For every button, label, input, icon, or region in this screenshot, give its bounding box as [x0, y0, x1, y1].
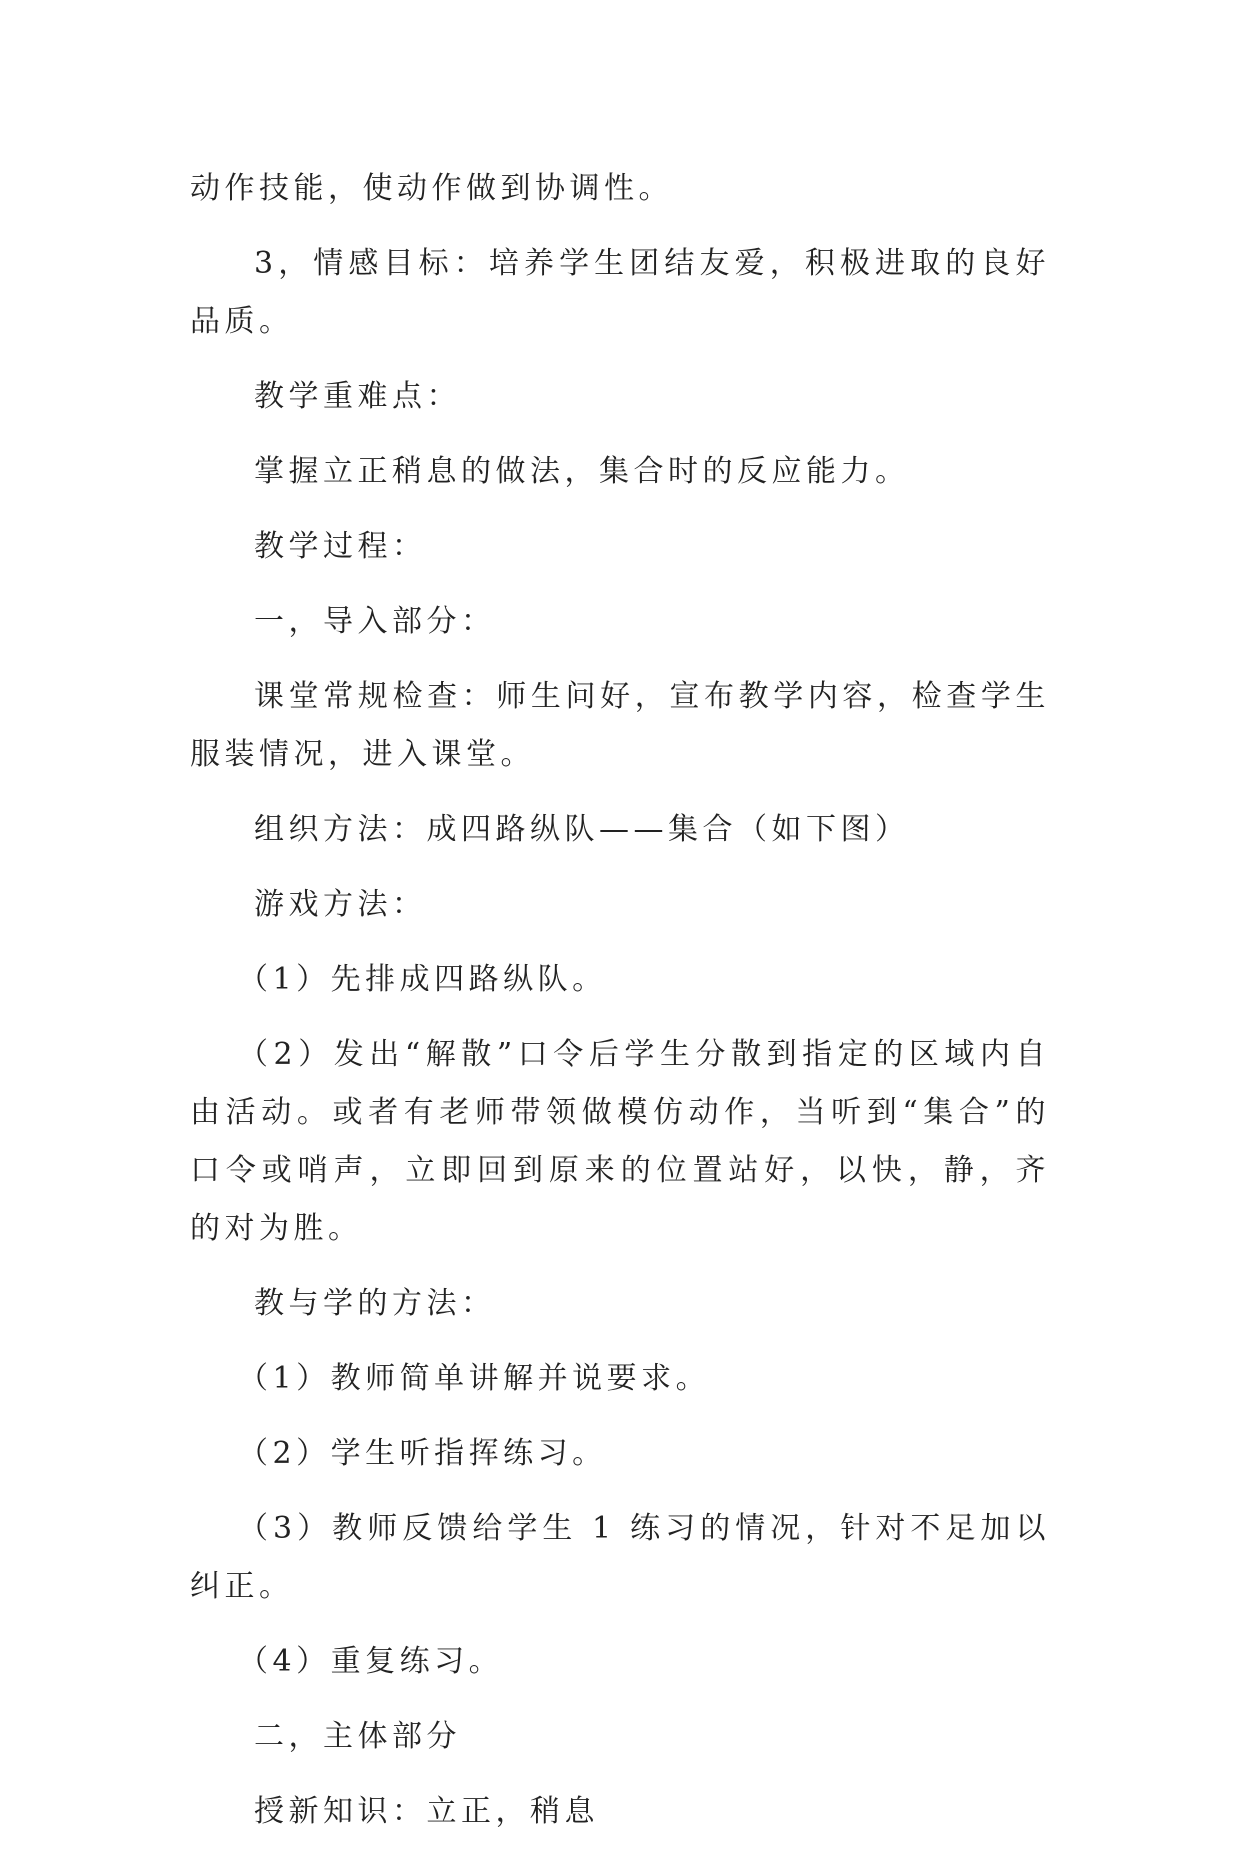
paragraph-continuation: 动作技能，使动作做到协调性。 [190, 171, 673, 206]
heading-teaching-process: 教学过程： [254, 529, 427, 564]
list-item-game-2: （2）发出“解散”口令后学生分散到指定的区域内自由活动。或者有老师带领做模仿动作，当听到“集合”的口令或哨声，立即回到原来的位置站好，以快，静，齐的对为胜。 [190, 1037, 1050, 1246]
heading-main-part: 二，主体部分 [254, 1719, 461, 1754]
paragraph-key-difficulties: 掌握立正稍息的做法，集合时的反应能力。 [254, 454, 910, 489]
heading-game-method: 游戏方法： [254, 887, 427, 922]
list-item-method-3: （3）教师反馈给学生 1 练习的情况，针对不足加以纠正。 [190, 1511, 1050, 1604]
heading-key-difficulties: 教学重难点： [254, 379, 461, 414]
paragraph-new-knowledge: 授新知识：立正，稍息 [254, 1794, 599, 1829]
heading-introduction: 一，导入部分： [254, 604, 496, 639]
heading-teaching-learning-method: 教与学的方法： [254, 1286, 496, 1321]
document-body [190, 160, 1050, 1858]
list-item-method-4: （4）重复练习。 [238, 1644, 504, 1679]
paragraph-emotional-goal: 3，情感目标：培养学生团结友爱，积极进取的良好品质。 [190, 246, 1050, 339]
list-item-method-1: （1）教师简单讲解并说要求。 [238, 1361, 711, 1396]
list-item-method-2: （2）学生听指挥练习。 [238, 1436, 607, 1471]
list-item-game-1: （1）先排成四路纵队。 [238, 962, 607, 997]
paragraph-routine-check: 课堂常规检查：师生问好，宣布教学内容，检查学生服装情况，进入课堂。 [190, 679, 1050, 772]
paragraph-organization-method: 组织方法：成四路纵队——集合（如下图） [254, 812, 910, 847]
